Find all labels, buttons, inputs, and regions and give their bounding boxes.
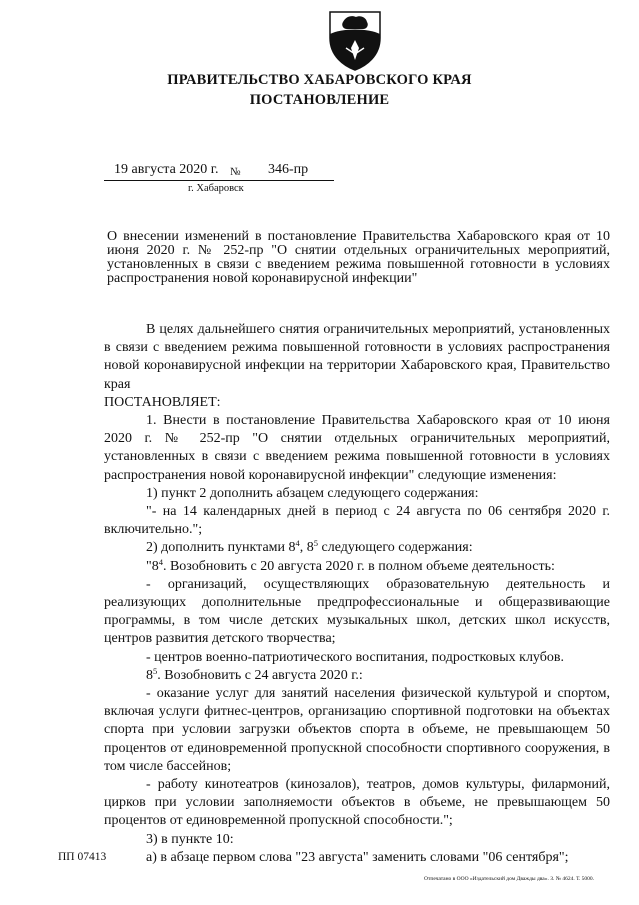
subitem-3-a: а) в абзаце первом слова "23 августа" заменить словами "06 сентября"; (146, 849, 569, 865)
point-8-4-item-2: - центров военно-патриотического воспитания, подростковых клубов. (146, 649, 564, 665)
point-8-5-item-2: - работу кинотеатров (кинозалов), театров, домов культуры, филармоний, цирков при условии заполняемости объектов в объеме, не превышающем 50 процентов от единовременной пропускной способности."; (104, 777, 610, 829)
khabarovsk-coat-of-arms-icon (326, 8, 384, 72)
subitem-1-text: "- на 14 календарных дней в период с 24 августа по 06 сентября 2020 г. включительно."; (104, 504, 610, 538)
point-8-4-item-1: - организаций, осуществляющих образовательную деятельность и реализующих дополнительные предпрофессиональные и общеразвивающие программы, в том числе детских музыкальных школ, детских школ искусств, центров развития детского творчества; (104, 576, 610, 647)
item-1: 1. Внести в постановление Правительства Хабаровского края от 10 июня 2020 г. № 252-пр "О снятии отдельных ограничительных мероприятий, установленных в связи с введением режима повышенной готовности в условиях распространения новой коронавирусной инфекции" следующие изменения: (104, 413, 610, 483)
document-id: ПП 07413 (58, 851, 107, 863)
intro-paragraph: В целях дальнейшего снятия ограничительных мероприятий, установленных в связи с введением режима повышенной готовности в условиях распространения новой коронавирусной инфекции на территории Хабаровского края, Правительство края (104, 322, 610, 392)
printed-by-note: Отпечатано в ООО «Издательский дом Дважды два». З. № 4624. Т. 5000. (424, 876, 595, 882)
point-8-5-item-1: - оказание услуг для занятий населения физической культурой и спортом, включая услуги фитнес-центров, организацию спортивной подготовки на объектах спорта при условии загрузки объектов спорта в объеме, не превышающем 50 процентов от единовременной пропускной способности спортивного сооружения, в том числе бассейнов; (104, 686, 610, 774)
government-title: ПРАВИТЕЛЬСТВО ХАБАРОВСКОГО КРАЯ (167, 72, 472, 88)
number-label: № (230, 166, 241, 178)
point-8-5: $8^5$. Возобновить с 24 августа 2020 г.: (146, 665, 363, 683)
document-subject: О внесении изменений в постановление Правительства Хабаровского края от 10 июня 2020 г. № 252-пр "О снятии отдельных ограничительных мероприятий, установленных в связи с введением режима повышенной готовности в условиях распространения новой коронавирусной инфекции" (107, 229, 610, 286)
document-number: 346-пр (268, 162, 309, 177)
point-8-4: "$8^4$. Возобновить с 20 августа 2020 г. в полном объеме деятельность: (146, 556, 555, 574)
subitem-2: 2) дополнить пунктами $8^4$, $8^5$ следующего содержания: (146, 538, 473, 556)
subitem-1: 1) пункт 2 дополнить абзацем следующего содержания: (146, 485, 479, 501)
document-city: г. Хабаровск (188, 183, 244, 194)
date-number-line (104, 162, 334, 181)
subitem-3: 3) в пункте 10: (146, 831, 234, 847)
document-date: 19 августа 2020 г. (114, 162, 219, 177)
document-body (104, 321, 610, 867)
document-type: ПОСТАНОВЛЕНИЕ (249, 92, 390, 108)
resolves-heading: ПОСТАНОВЛЯЕТ: (104, 394, 221, 410)
